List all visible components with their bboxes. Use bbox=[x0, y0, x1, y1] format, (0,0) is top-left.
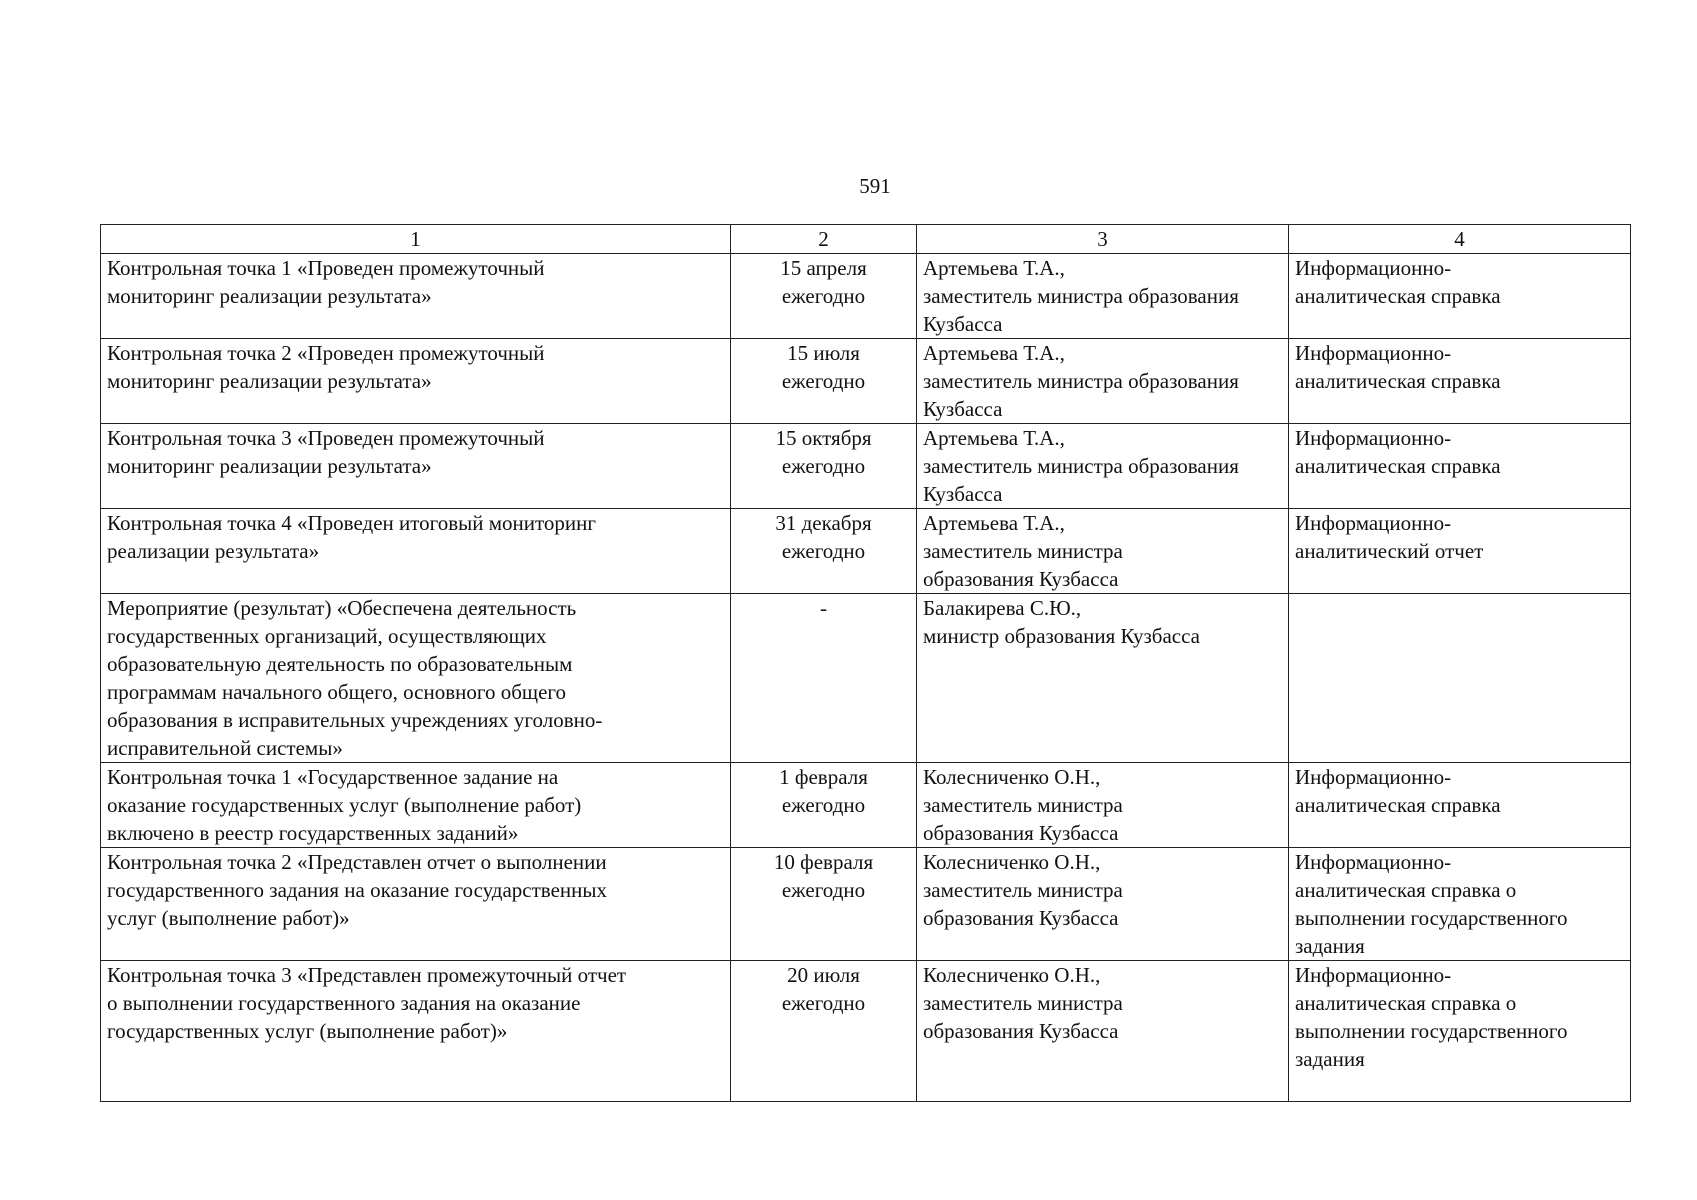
page-number: 591 bbox=[859, 174, 891, 198]
header-cell-1: 1 bbox=[101, 225, 731, 254]
document-cell: Информационно- аналитическая справка о выполнении государственного задания bbox=[1289, 848, 1631, 961]
deadline-cell: 15 апреля ежегодно bbox=[731, 254, 917, 339]
event-cell: Контрольная точка 3 «Представлен промежуточный отчет о выполнении государственного задания на оказание государственных услуг (выполнение работ)» bbox=[101, 961, 731, 1102]
document-cell: Информационно- аналитическая справка bbox=[1289, 254, 1631, 339]
responsible-cell: Колесниченко О.Н., заместитель министра образования Кузбасса bbox=[917, 848, 1289, 961]
deadline-cell: 1 февраля ежегодно bbox=[731, 763, 917, 848]
event-cell: Контрольная точка 2 «Проведен промежуточный мониторинг реализации результата» bbox=[101, 339, 731, 424]
event-cell: Контрольная точка 1 «Государственное задание на оказание государственных услуг (выполнение работ) включено в реестр государственных заданий» bbox=[101, 763, 731, 848]
responsible-cell: Балакирева С.Ю., министр образования Кузбасса bbox=[917, 594, 1289, 763]
table-row bbox=[101, 339, 1631, 424]
deadline-cell: 10 февраля ежегодно bbox=[731, 848, 917, 961]
responsible-cell: Артемьева Т.А., заместитель министра образования Кузбасса bbox=[917, 339, 1289, 424]
deadline-cell: - bbox=[731, 594, 917, 763]
table-row bbox=[101, 254, 1631, 339]
document-cell: Информационно- аналитическая справка bbox=[1289, 424, 1631, 509]
document-cell: Информационно- аналитическая справка bbox=[1289, 763, 1631, 848]
document-cell: Информационно- аналитический отчет bbox=[1289, 509, 1631, 594]
table-row bbox=[101, 594, 1631, 763]
header-cell-4: 4 bbox=[1289, 225, 1631, 254]
table-row bbox=[101, 848, 1631, 961]
responsible-cell: Артемьева Т.А., заместитель министра образования Кузбасса bbox=[917, 509, 1289, 594]
table-row bbox=[101, 509, 1631, 594]
event-cell: Контрольная точка 2 «Представлен отчет о выполнении государственного задания на оказание государственных услуг (выполнение работ)» bbox=[101, 848, 731, 961]
table-header-row bbox=[101, 225, 1631, 254]
responsible-cell: Колесниченко О.Н., заместитель министра образования Кузбасса bbox=[917, 961, 1289, 1102]
responsible-cell: Артемьева Т.А., заместитель министра образования Кузбасса bbox=[917, 254, 1289, 339]
control-points-table bbox=[100, 224, 1631, 1102]
deadline-cell: 20 июля ежегодно bbox=[731, 961, 917, 1102]
event-cell: Мероприятие (результат) «Обеспечена деятельность государственных организаций, осуществляющих образовательную деятельность по образовательным программам начального общего, основного общего образования в исправительных учреждениях уголовно- исправительной системы» bbox=[101, 594, 731, 763]
document-cell: Информационно- аналитическая справка bbox=[1289, 339, 1631, 424]
deadline-cell: 15 июля ежегодно bbox=[731, 339, 917, 424]
deadline-cell: 15 октября ежегодно bbox=[731, 424, 917, 509]
document-cell bbox=[1289, 594, 1631, 763]
table-row bbox=[101, 424, 1631, 509]
header-cell-3: 3 bbox=[917, 225, 1289, 254]
responsible-cell: Колесниченко О.Н., заместитель министра образования Кузбасса bbox=[917, 763, 1289, 848]
table-row bbox=[101, 763, 1631, 848]
document-cell: Информационно- аналитическая справка о выполнении государственного задания bbox=[1289, 961, 1631, 1102]
deadline-cell: 31 декабря ежегодно bbox=[731, 509, 917, 594]
event-cell: Контрольная точка 1 «Проведен промежуточный мониторинг реализации результата» bbox=[101, 254, 731, 339]
header-cell-2: 2 bbox=[731, 225, 917, 254]
table-row bbox=[101, 961, 1631, 1102]
responsible-cell: Артемьева Т.А., заместитель министра образования Кузбасса bbox=[917, 424, 1289, 509]
event-cell: Контрольная точка 3 «Проведен промежуточный мониторинг реализации результата» bbox=[101, 424, 731, 509]
event-cell: Контрольная точка 4 «Проведен итоговый мониторинг реализации результата» bbox=[101, 509, 731, 594]
